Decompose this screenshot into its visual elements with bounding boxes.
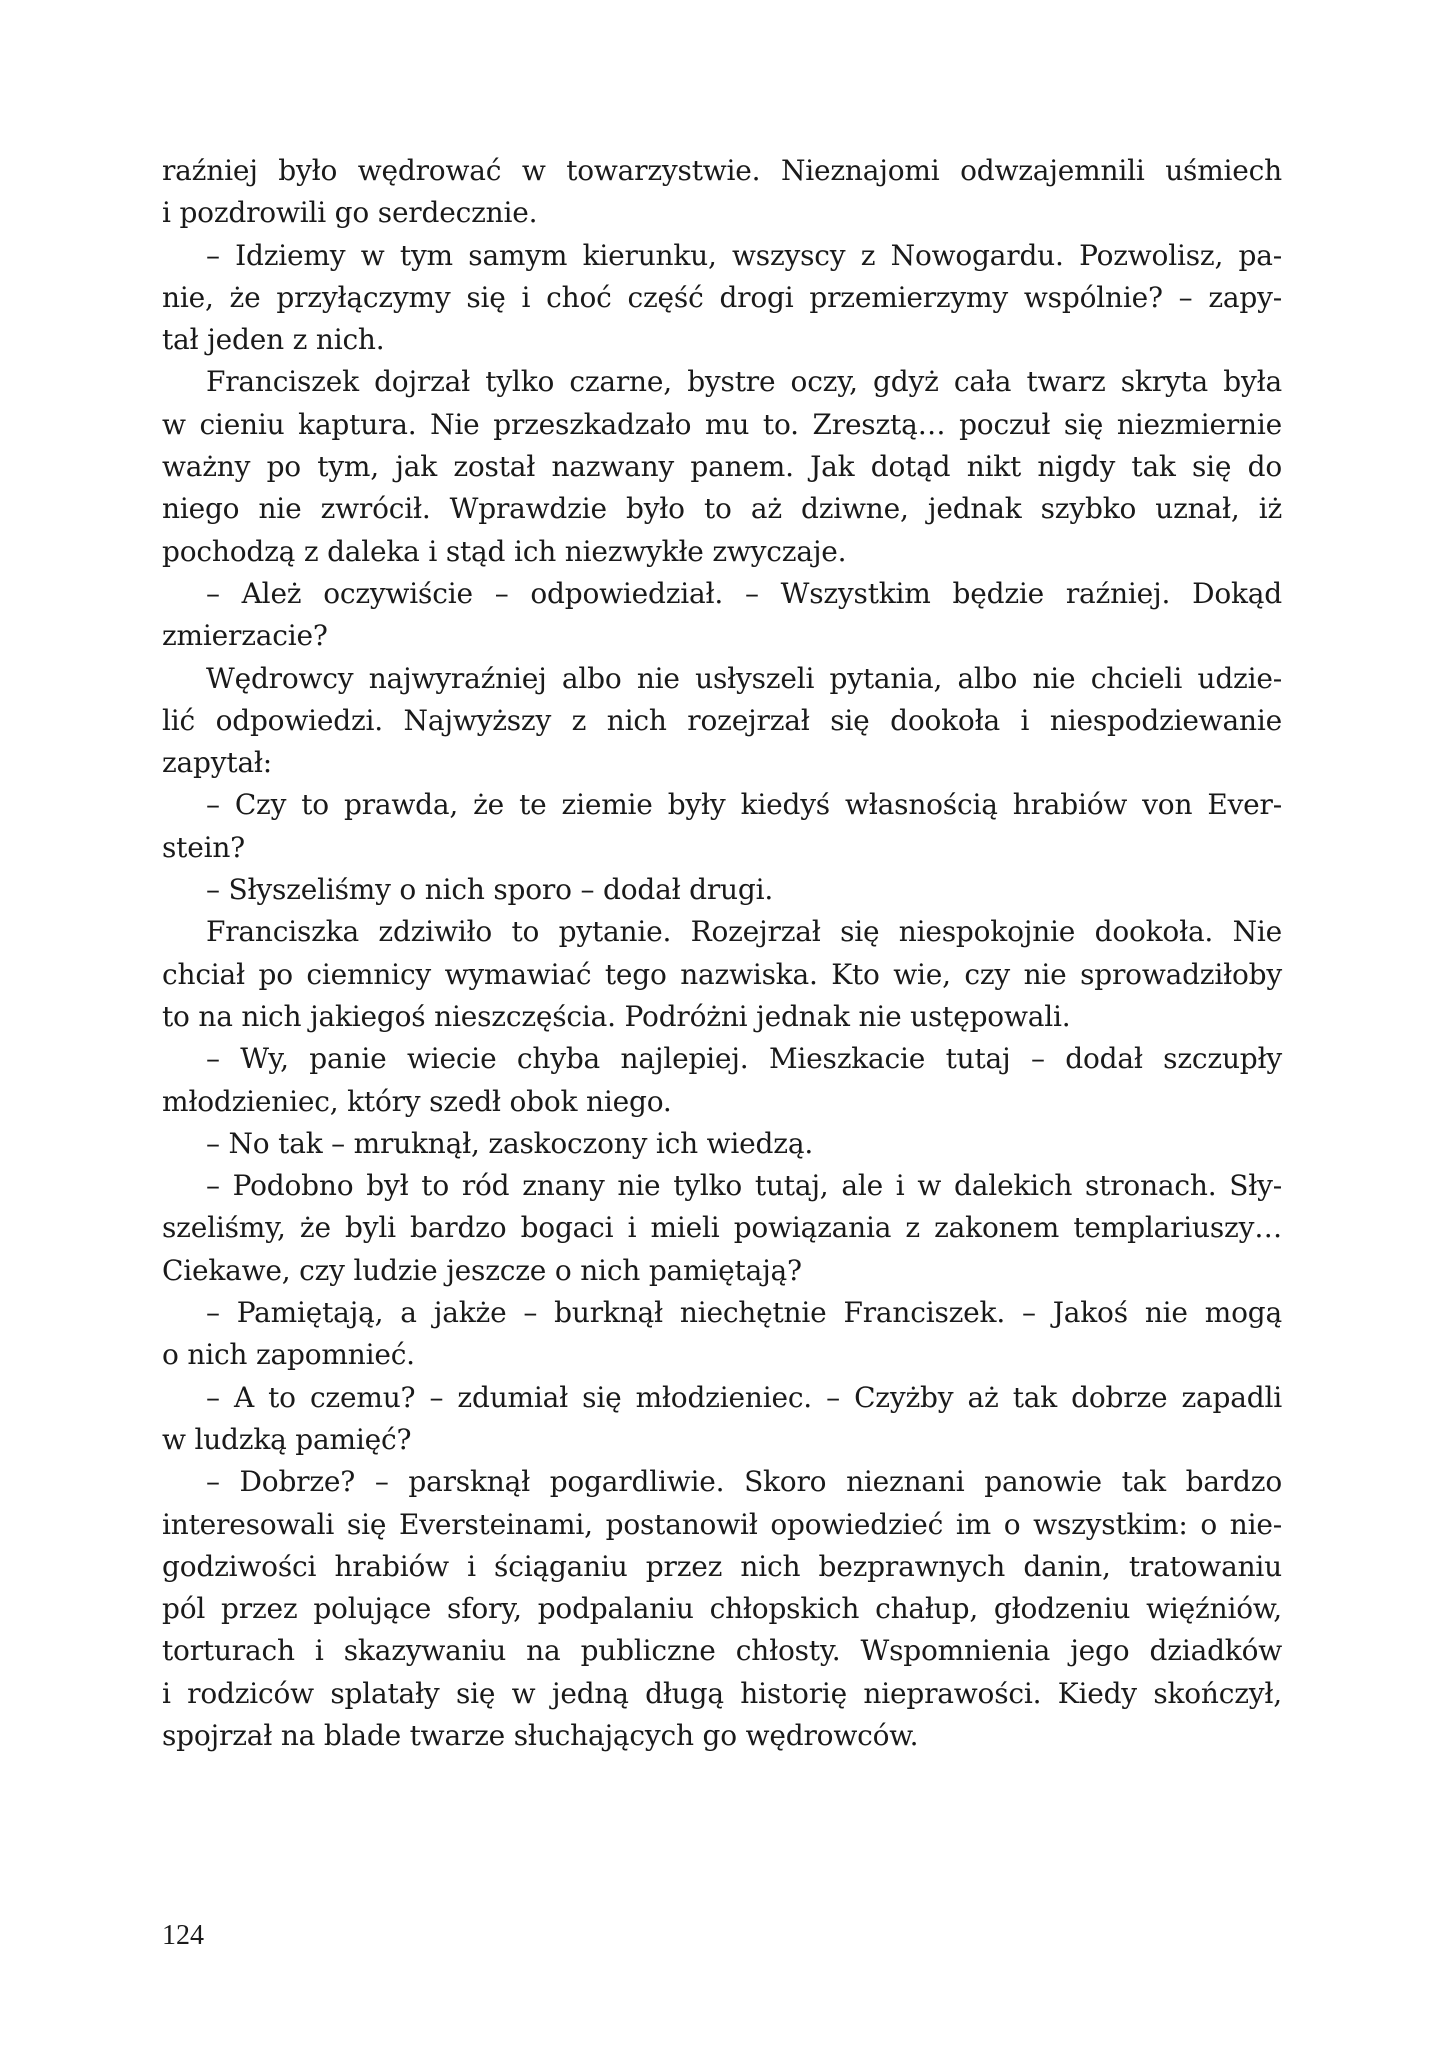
text-line: Franciszek dojrzał tylko czarne, bystre oczy, gdyż cała twarz skryta była xyxy=(206,365,1282,399)
text-line: ważny po tym, jak został nazwany panem. Jak dotąd nikt nigdy tak się do xyxy=(162,450,1282,484)
text-line: spojrzał na blade twarze słuchających go wędrowców. xyxy=(162,1718,919,1752)
text-line: – Podobno był to ród znany nie tylko tutaj, ale i w dalekich stronach. Sły- xyxy=(206,1169,1282,1203)
text-line: i rodziców splatały się w jedną długą historię nieprawości. Kiedy skończył, xyxy=(162,1676,1282,1710)
text-line: i pozdrowili go serdecznie. xyxy=(162,196,538,230)
text-line: raźniej było wędrować w towarzystwie. Nieznajomi odwzajemnili uśmiech xyxy=(162,154,1282,187)
text-line: Wędrowcy najwyraźniej albo nie usłyszeli pytania, albo nie chcieli udzie- xyxy=(206,661,1282,695)
text-line: to na nich jakiegoś nieszczęścia. Podróżni jednak nie ustępowali. xyxy=(162,999,1071,1033)
page-body xyxy=(162,150,1282,1757)
text-line: godziwości hrabiów i ściąganiu przez nich bezprawnych danin, tratowaniu xyxy=(162,1549,1282,1583)
text-line: lić odpowiedzi. Najwyższy z nich rozejrzał się dookoła i niespodziewanie xyxy=(162,703,1282,737)
text-line: interesowali się Eversteinami, postanowił opowiedzieć im o wszystkim: o nie- xyxy=(162,1507,1282,1541)
text-line: w ludzką pamięć? xyxy=(162,1422,412,1456)
text-line: o nich zapomnieć. xyxy=(162,1338,415,1372)
page-number: 124 xyxy=(162,1920,204,1951)
text-line: – Dobrze? – parsknął pogardliwie. Skoro nieznani panowie tak bardzo xyxy=(206,1465,1282,1499)
text-line: tał jeden z nich. xyxy=(162,323,385,357)
text-line: pochodzą z daleka i stąd ich niezwykłe zwyczaje. xyxy=(162,534,847,568)
text-line: nie, że przyłączymy się i choć część drogi przemierzymy wspólnie? – zapy- xyxy=(162,280,1282,314)
text-line: szeliśmy, że byli bardzo bogaci i mieli powiązania z zakonem templariuszy… xyxy=(162,1211,1282,1245)
text-line: – A to czemu? – zdumiał się młodzieniec. – Czyżby aż tak dobrze zapadli xyxy=(206,1380,1282,1414)
text-line: – Czy to prawda, że te ziemie były kiedyś własnością hrabiów von Ever- xyxy=(206,788,1282,822)
text-line: – Ależ oczywiście – odpowiedział. – Wszystkim będzie raźniej. Dokąd xyxy=(206,576,1282,610)
text-line: – Wy, panie wiecie chyba najlepiej. Mieszkacie tutaj – dodał szczupły xyxy=(206,1042,1282,1076)
text-line: – Pamiętają, a jakże – burknął niechętnie Franciszek. – Jakoś nie mogą xyxy=(206,1296,1282,1330)
text-line: młodzieniec, który szedł obok niego. xyxy=(162,1084,672,1118)
text-line: w cieniu kaptura. Nie przeszkadzało mu to. Zresztą… poczuł się niezmiernie xyxy=(162,407,1282,441)
text-line: Ciekawe, czy ludzie jeszcze o nich pamiętają? xyxy=(162,1253,802,1287)
text-line: zmierzacie? xyxy=(162,619,328,653)
text-line: zapytał: xyxy=(162,746,273,780)
text-line: – Idziemy w tym samym kierunku, wszyscy z Nowogardu. Pozwolisz, pa- xyxy=(206,238,1282,272)
text-line: – No tak – mruknął, zaskoczony ich wiedzą. xyxy=(206,1126,814,1160)
text-line: stein? xyxy=(162,830,245,864)
text-line: torturach i skazywaniu na publiczne chłosty. Wspomnienia jego dziadków xyxy=(162,1634,1282,1668)
text-line: pól przez polujące sfory, podpalaniu chłopskich chałup, głodzeniu więźniów, xyxy=(162,1592,1282,1626)
text-line: – Słyszeliśmy o nich sporo – dodał drugi. xyxy=(206,873,774,907)
text-line: Franciszka zdziwiło to pytanie. Rozejrzał się niespokojnie dookoła. Nie xyxy=(206,915,1282,949)
text-line: chciał po ciemnicy wymawiać tego nazwiska. Kto wie, czy nie sprowadziłoby xyxy=(162,957,1282,991)
text-line: niego nie zwrócił. Wprawdzie było to aż dziwne, jednak szybko uznał, iż xyxy=(162,492,1282,526)
